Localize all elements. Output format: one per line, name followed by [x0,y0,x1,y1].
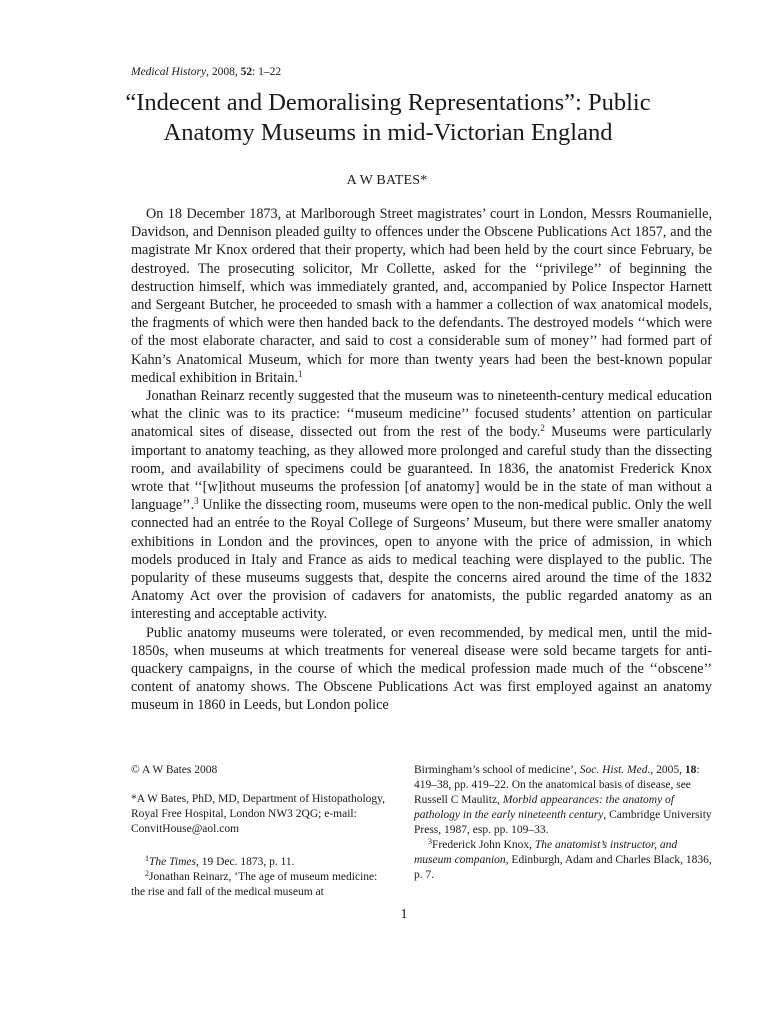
article-author: A W BATES* [346,173,428,188]
footnote-1: $^1$The Times, 19 Dec. 1873, p. 11. [145,854,295,868]
footnote-ref-2[interactable]: 2 [540,423,545,434]
paragraph-1: On 18 December 1873, at Marlborough Street magistrates’ court in London, Messrs Roumanielle, Davidson, and Dennison pleaded guilty to offences under the Obscene Publications Act 1857, and the magistrate Mr Knox ordered that their property, which had been held by the court since February, be destroyed. The prosecuting solicitor, Mr Collette, asked for the ‘‘privilege’’ of beginning the destruction himself, which was immediately granted, and, accompanied by Police Inspector Harnett and Sergeant Butcher, he proceeded to smash with a hammer a collection of wax anatomical models, the fragments of which were then handed back to the defendants. The destroyed models ‘‘which were of the most elaborate character, and said to cost a considerable sum of money’’ had formed part of Kahn’s Anatomical Museum, which for more than twenty years had been the best-known popular medical exhibition in Britain.$^1$ [131,206,712,386]
footnotes-right-column [414,763,712,883]
article-body [131,205,712,715]
footnote-ref-1[interactable]: 1 [298,368,303,379]
copyright-notice: © A W Bates 2008 [131,764,218,776]
footnote-2-continued: Birmingham’s school of medicine’, Soc. Hist. Med., 2005, 18: 419–38, pp. 419–22. On the anatomical basis of disease, see Russell C Maulitz, Morbid appearances: the anatomy of pathology in the early nineteenth century, Cambridge University Press, 1987, esp. pp. 109–33. [414,764,712,836]
journal-year: , 2008, [206,66,241,78]
journal-name: Medical History [131,66,207,78]
footnotes-left-column [131,763,393,900]
author-affiliation: *A W Bates, PhD, MD, Department of Histopathology, Royal Free Hospital, London NW3 2QG; e-mail: ConvitHouse@aol.com [131,793,386,835]
journal-citation [131,66,281,78]
paragraph-3: Public anatomy museums were tolerated, or even recommended, by medical men, until the mid-1850s, when museums at which treatments for venereal disease were sold became targets for anti-quackery campaigns, in the course of which the medical profession made much of the ‘‘obscene’’ content of anatomy shows. The Obscene Publications Act was first employed against an anatomy museum in 1860 in Leeds, but London police [131,624,712,714]
journal-pages: : 1–22 [252,66,282,78]
footnote-ref-3[interactable]: 3 [194,496,199,507]
journal-volume: 52 [240,66,253,78]
footnote-2: $^2$Jonathan Reinarz, ‘The age of museum medicine: the rise and fall of the medical museum at [131,869,378,898]
footnote-3: $^3$Frederick John Knox, The anatomist’s instructor, and museum companion, Edinburgh, Adam and Charles Black, 1836, p. 7. [414,837,712,881]
page-number: 1 [400,907,408,922]
article-title: “Indecent and Demoralising Representations”: Public Anatomy Museums in mid-Victorian England [125,89,651,146]
paragraph-2: Jonathan Reinarz recently suggested that the museum was to nineteenth-century medical education what the clinic was to its practice: ‘‘museum medicine’’ focused students’ attention on particular anatomical sites of disease, dissected out from the rest of the body.$^2$ Museums were particularly important to anatomy teaching, as they allowed more prolonged and careful study than the dissecting room, and availability of specimens could be guaranteed. In 1836, the anatomist Frederick Knox wrote that ‘‘[w]ithout museums the profession [of anatomy] would be in the state of man without a language’’.$^3$ Unlike the dissecting room, museums were open to the non-medical public. Only the well connected had an entrée to the Royal College of Surgeons’ Museum, but there were smaller anatomy exhibitions in London and the provinces, open to anyone with the price of admission, in which models produced in Italy and France as aids to medical teaching were displayed to the public. The popularity of these museums suggests that, despite the concerns aired around the time of the 1832 Anatomy Act over the provision of cadavers for anatomists, the public regarded anatomy as an interesting and acceptable activity. [131,388,712,623]
